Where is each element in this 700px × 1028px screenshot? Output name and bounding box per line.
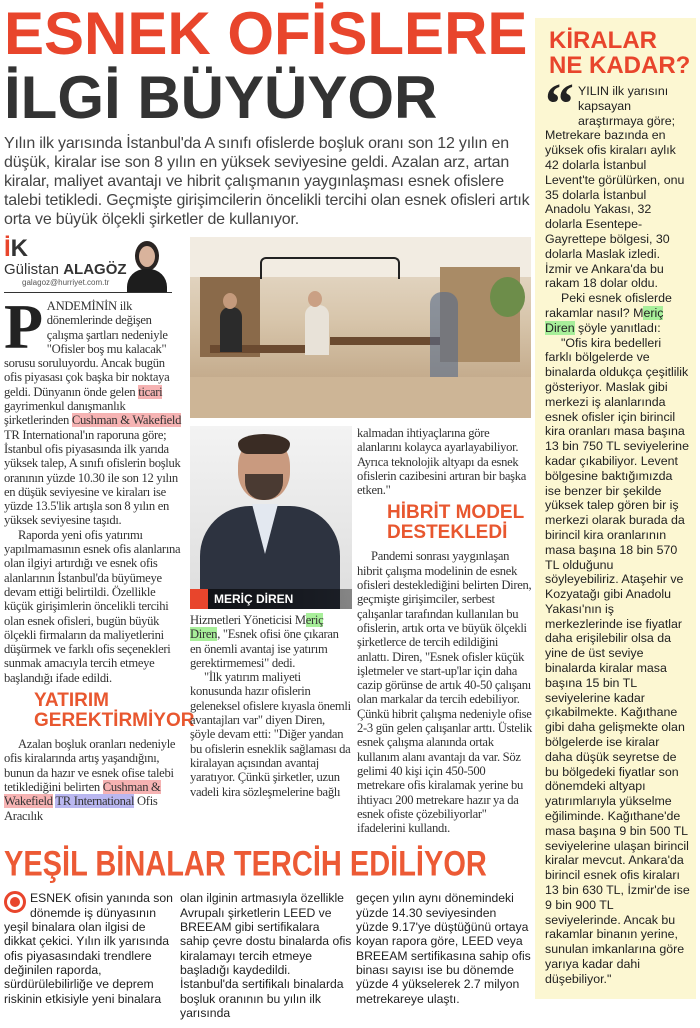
paragraph: Pandemi sonrası yaygınlaşan hibrit çalışma modelinin de esnek ofisleri desteklediğini belirten Diren, geçmişte girişimciler, serbest çalışanlar tarafından kullanılan bu ofislerin, artık orta ve büyük ölçekli şirketlerce de tercih edildiğini anlattı. Diren, "Esnek ofisler küçük işletmeler ve start-up'lar için daha cazip görünse de artık 40-50 çalışanı olan markalar da tercih edebiliyor. Çünkü hibrit çalışma nedeniyle ofise 2-3 gün gelen çalışanlar arttı. Üstelik esnek çalışma alanında ortak kullanım alanı avantajı da var. Söz gelimi 40 kişi için 450-500 metrekare ofis kiralamak yerine bu ihtiyacı 200 metrekare hazır ya da esnek ofiste çözebiliyorlar" ifadelerini kullandı. [357, 549, 533, 836]
green-section [4, 891, 535, 1020]
drop-cap: P [4, 291, 43, 362]
sidebar-box [535, 18, 696, 999]
ik-logo: İK [4, 235, 29, 262]
subhead-hibrit: HİBRİT MODEL DESTEKLEDİ [387, 502, 524, 544]
article-deck: Yılın ilk yarısında İstanbul'da A sınıfı ofislerde boşluk oranı son 12 yılın en düşük, kiralar ise son 8 yılın en yüksek seviyesine geldi. Azalan arz, artan kiralar, maliyet avantajı ve hibrit çalışmanın yaygınlaşması esnek ofislere talebi tetikledi. Geçmişte girişimcilerin öncelikli tercihi olan esnek ofisleri artık orta ve büyük ölçekli şirketler de kullanıyor. [4, 135, 530, 228]
middle-area [190, 426, 352, 835]
middle-right-columns [190, 426, 533, 835]
headline-line2: İLGİ BÜYÜYOR [4, 64, 438, 131]
left-column [4, 291, 195, 823]
paragraph: kalmadan ihtiyaçlarına göre alanlarını kolayca ayarlayabiliyor. Ayrıca teknolojik altyapı da esnek ofislerin cazibesini artıran bir başka etken." [357, 426, 527, 498]
paragraph: Azalan boşluk oranları nedeniyle ofis kiralarında artış yaşandığını, bunun da hazır ve esnek ofise talebi tetiklediğini belirten Cushman & Wakefield TR International Ofis Aracılık [4, 737, 176, 823]
paragraph: "Ofis kira bedelleri farklı bölgelerde ve binalarda oldukça çeşitlilik gösteriyor. Maslak gibi merkezi iş alanlarında esnek ofisler için birincil kira oranları masa başına 13 bin 750 TL seviyelerine kadar çıkabiliyor. Levent bölgesine baktığımızda ise benzer bir şekilde yüksek talep gören bir iş merkezi olarak burada da birincil kira oranlarının masa başına 18 bin 570 TL olduğunu söyleyebiliriz. Ataşehir ve Kozyatağı gibi Anadolu Yakası'nın iş merkezlerinde ise fiyatlar daha erişilebilir olsa da yine de üst seviye binalarda kiralar masa başına 15 bin TL seviyelerine kadar çıkabilmekte. Kağıthane gibi daha gelişmekte olan bölgelerde ise kiralar daha düşük seyretse de bu bölgedeki fiyatlar son dönemdeki altyapı yatırımlarıyla yükselme eğiliminde. Kağıthane'de masa başına 9 bin 500 TL seviyelerine ulaşan birincil kiralar mevcut. Ankara'da birincil esnek ofis kiraları 13 bin 630 TL, İzmir'de ise 9 bin 900 TL seviyelerinde. Ancak bu rakamlar binanın yerine, sunulan imkanlarına göre yarıya kadar dahi düşebiliyor." [545, 335, 690, 986]
middle-column [190, 613, 352, 799]
article-body [4, 237, 535, 835]
paragraph: Raporda yeni ofis yatırımı yapılmamasının esnek ofis alanlarına olan ilgiyi artırdığı ve esnek ofis alanlarının İstanbul'da büyümeye devam ettiği belirtildi. Özellikle küçük girişimlerin öncelikli tercihi olan esnek ofisleri, bugün büyük ölçekli firmaların da maliyetlerini düşürmek ve farklı ofis seçenekleri sunmak amacıyla tercih etmeye başlandığı ifade edildi. [4, 527, 181, 685]
portrait-photo [190, 426, 352, 609]
paragraph: PANDEMİNİN ilk dönemlerinde değişen çalışma şartları nedeniyle "Ofisler boş mu kalacak" sorusu soruluyordu. Ancak bugün ofis piyasası çok başka bir noktaya geldi. Dünyanın önde gelen ticari gayrimenkul danışmanlık şirketlerinden Cushman & Wakefield TR International'ın raporuna göre; İstanbul ofis piyasasında ilk yarıda yüksek talep, A sınıfı ofislerin boşluk oranının yüzde 10.30 ile son 12 yılın en düşük seviyesine ve kiraları ise yüzde 13.5'lik artışla son 8 yılın en yüksek seviyesine taşıdı. [4, 291, 182, 528]
sidebar-title: KİRALAR NE KADAR? [549, 27, 691, 79]
paragraph: Hizmetleri Yöneticisi Meriç Diren, "Esnek ofisi öne çıkaran en önemli avantaj ise yatırım gerektirmemesi" dedi. [190, 613, 339, 670]
right-column [357, 426, 533, 835]
paragraph: Peki esnek ofislerde rakamlar nasıl? Meriç Diren şöyle yanıtladı: [545, 291, 672, 335]
bullet-circle-icon [4, 891, 26, 913]
paragraph: “ YILIN ilk yarısını kapsayan araştırmaya göre; Metrekare bazında en yüksek ofis kiraları aylık 42 dolarla İstanbul Levent'te görülürken, onu 35 dolarla İstanbul Anadolu Yakası, 32 dolarla Esentepe-Gayrettepe bölgesi, 30 dolarla Maslak izledi. İzmir ve Ankara'da bu rakam 18 dolar oldu. [545, 71, 685, 291]
author-name: Gülistan ALAGÖZ [4, 261, 127, 278]
office-photo [190, 237, 531, 418]
green-col-3: geçen yılın aynı dönemindeki yüzde 14.30 seviyesinden yüzde 9.17'ye düştüğünü ortaya koyan rapora göre, LEED veya BREEAM sertifikasına sahip ofis binası sayısı ise bu dönemde yüzde 4 yükselerek 2.7 milyon metrekareye ulaştı. [356, 891, 531, 1006]
right-area [190, 237, 533, 835]
section-headline: YEŞİL BİNALAR TERCİH EDİLİYOR [4, 845, 487, 885]
author-email[interactable]: galagoz@hurriyet.com.tr [22, 278, 110, 287]
sidebar-text [535, 71, 696, 987]
paragraph: "İlk yatırım maliyeti konusunda hazır ofislerin geleneksel ofislere kıyasla önemli avantajları var" diyen Diren, şöyle devam etti: "Diğer yandan bu ofislerin esneklik sağlaması da kiralayan açısından avantaj yaratıyor. Çünkü şirketler, uzun vadeli kira sözleşmelerine bağlı [190, 670, 351, 799]
green-col-2: olan ilginin artmasıyla özellikle Avrupalı şirketlerin LEED ve BREEAM gibi sertifikalara sahip çevre dostu binalarda ofis kiralamayı tercih etmeye başladığı kaydedildi. İstanbul'da sertifikalı binalarda boşluk oranının bu yılın ilk yarısında [180, 891, 352, 1020]
headline-line1: ESNEK OFİSLERE [4, 0, 528, 67]
section-headline-wrap [4, 843, 535, 887]
author-avatar [122, 237, 172, 292]
quote-icon: “ [545, 71, 574, 136]
left-area [4, 235, 195, 835]
subhead-yatirim: YATIRIM GEREKTİRMİYOR [34, 690, 195, 732]
green-col-1: ESNEK ofisin yanında son dönemde iş dünyasının yeşil binalara olan ilgisi de dikkat çekici. Yılın ilk yarısında ofis piyasasındaki trendlere değinilen raporda, sürdürülebilirliğe ve deprem riskinin etkisiyle yeni binalara [4, 891, 173, 1006]
photo-caption: MERİÇ DİREN [190, 589, 352, 609]
author-byline [4, 237, 172, 293]
